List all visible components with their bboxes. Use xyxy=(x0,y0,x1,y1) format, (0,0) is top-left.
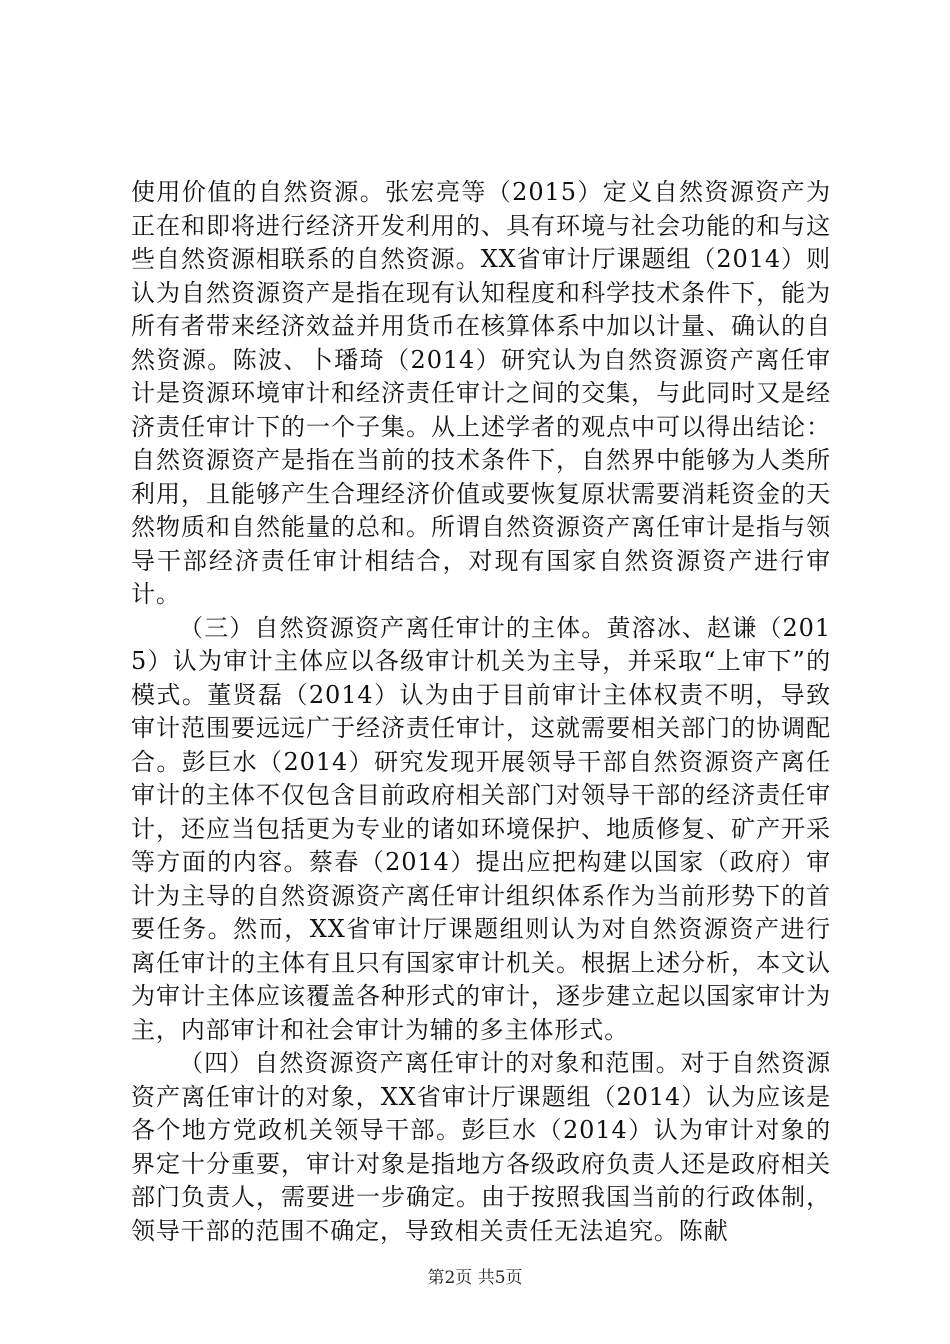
paragraph-audit-object-scope: （四）自然资源资产离任审计的对象和范围。对于自然资源资产离任审计的对象，XX省审计厅课题组（2014）认为应该是各个地方党政机关领导干部。彭巨水（2014）认为审计对象的界定十分重要，审计对象是指地方各级政府负责人还是政府相关部门负责人，需要进一步确定。由于按照我国当前的行政体制，领导干部的范围不确定，导致相关责任无法追究。陈献 xyxy=(131,1049,831,1245)
document-body xyxy=(131,176,831,1248)
paragraph-definition-continued: 使用价值的自然资源。张宏亮等（2015）定义自然资源资产为正在和即将进行经济开发利用的、具有环境与社会功能的和与这些自然资源相联系的自然资源。XX省审计厅课题组（2014）则认为自然资源资产是指在现有认知程度和科学技术条件下，能为所有者带来经济效益并用货币在核算体系中加以计量、确认的自然资源。陈波、卜璠琦（2014）研究认为自然资源资产离任审计是资源环境审计和经济责任审计之间的交集，与此同时又是经济责任审计下的一个子集。从上述学者的观点中可以得出结论：自然资源资产是指在当前的技术条件下，自然界中能够为人类所利用，且能够产生合理经济价值或要恢复原状需要消耗资金的天然物质和自然能量的总和。所谓自然资源资产离任审计是指与领导干部经济责任审计相结合，对现有国家自然资源资产进行审计。 xyxy=(131,178,831,608)
page-footer: 第2页 共5页 xyxy=(427,1268,523,1288)
paragraph-audit-subject: （三）自然资源资产离任审计的主体。黄溶冰、赵谦（2015）认为审计主体应以各级审计机关为主导，并采取“上审下”的模式。董贤磊（2014）认为由于目前审计主体权责不明，导致审计范围要远远广于经济责任审计，这就需要相关部门的协调配合。彭巨水（2014）研究发现开展领导干部自然资源资产离任审计的主体不仅包含目前政府相关部门对领导干部的经济责任审计，还应当包括更为专业的诸如环境保护、地质修复、矿产开采等方面的内容。蔡春（2014）提出应把构建以国家（政府）审计为主导的自然资源资产离任审计组织体系作为当前形势下的首要任务。然而，XX省审计厅课题组则认为对自然资源资产进行离任审计的主体有且只有国家审计机关。根据上述分析，本文认为审计主体应该覆盖各种形式的审计，逐步建立起以国家审计为主，内部审计和社会审计为辅的多主体形式。 xyxy=(131,613,831,1044)
